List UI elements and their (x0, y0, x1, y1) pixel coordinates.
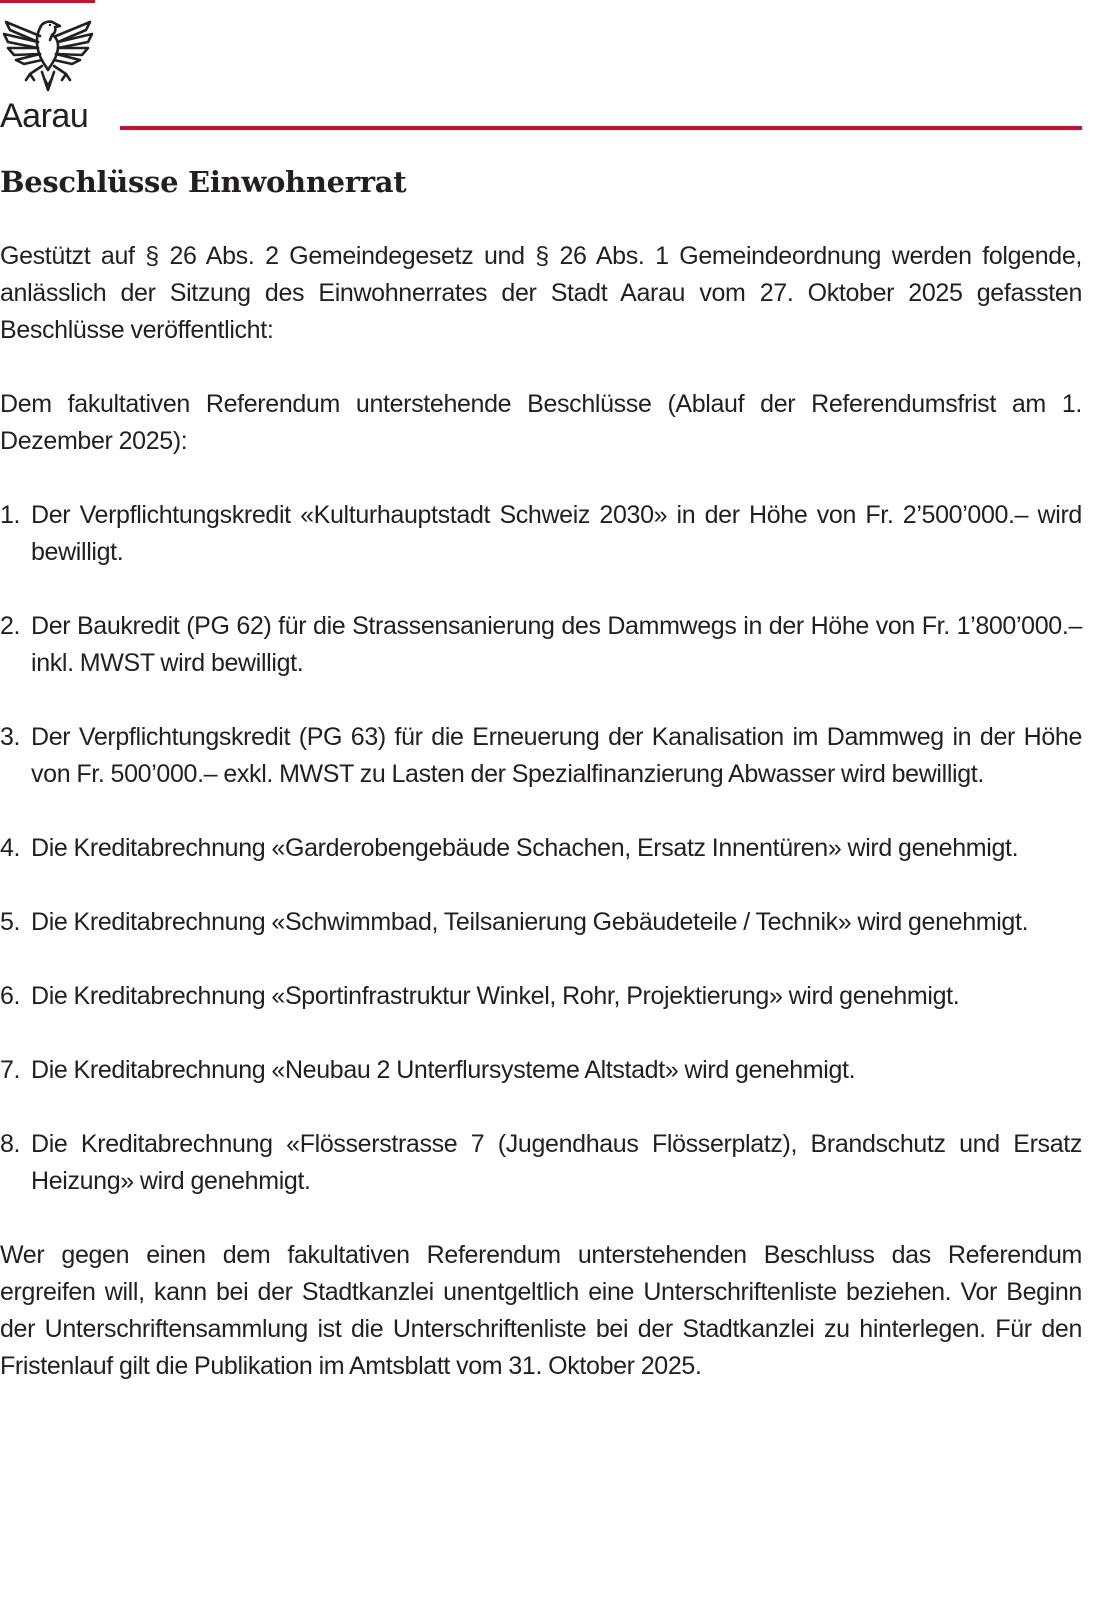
list-item (0, 830, 1082, 867)
referendum-intro-paragraph: Dem fakultativen Referendum unterstehende Beschlüsse (Ablauf der Referendumsfrist am 1. Dezember 2025): (0, 390, 1082, 455)
eagle-coat-of-arms-icon (0, 14, 96, 98)
list-item (0, 1052, 1082, 1089)
list-item-number: 5. (0, 908, 21, 936)
list-item-number: 7. (0, 1056, 21, 1084)
page-title: Beschlüsse Einwohnerrat (0, 165, 407, 199)
aarau-logo (0, 14, 96, 98)
list-item (0, 904, 1082, 941)
list-item-text: Die Kreditabrechnung «Garderobengebäude Schachen, Ersatz Innentüren» wird genehmigt. (31, 834, 1019, 862)
document-body (0, 160, 1082, 1385)
top-accent-rule (0, 0, 95, 3)
list-item-text: Die Kreditabrechnung «Flösserstrasse 7 (Jugendhaus Flösserplatz), Brandschutz und Ersatz Heizung» wird genehmigt. (31, 1130, 1082, 1195)
list-item-number: 4. (0, 834, 21, 862)
list-item-text: Die Kreditabrechnung «Sportinfrastruktur Winkel, Rohr, Projektierung» wird genehmigt. (31, 982, 960, 1010)
list-item (0, 608, 1082, 682)
list-item-number: 2. (0, 612, 21, 640)
list-item (0, 978, 1082, 1015)
list-item-number: 1. (0, 501, 21, 529)
closing-paragraph: Wer gegen einen dem fakultativen Referendum unterstehenden Beschluss das Referendum ergreifen will, kann bei der Stadtkanzlei unentgeltlich eine Unterschriftenliste beziehen. Vor Beginn der Unterschriftensammlung ist die Unterschriftenliste bei der Stadtkanzlei zu hinterlegen. Für den Fristenlauf gilt die Publikation im Amtsblatt vom 31. Oktober 2025. (0, 1241, 1082, 1380)
list-item (0, 1126, 1082, 1200)
resolutions-list (0, 497, 1082, 1200)
list-item-text: Die Kreditabrechnung «Schwimmbad, Teilsanierung Gebäudeteile / Technik» wird genehmigt. (31, 908, 1029, 936)
list-item-text: Die Kreditabrechnung «Neubau 2 Unterflursysteme Altstadt» wird genehmigt. (31, 1056, 856, 1084)
list-item-number: 3. (0, 723, 21, 751)
intro-paragraph: Gestützt auf § 26 Abs. 2 Gemeindegesetz und § 26 Abs. 1 Gemeindeordnung werden folgende, anlässlich der Sitzung des Einwohnerrates der Stadt Aarau vom 27. Oktober 2025 gefassten Beschlüsse veröffentlicht: (0, 242, 1082, 344)
list-item-text: Der Verpflichtungskredit «Kulturhauptstadt Schweiz 2030» in der Höhe von Fr. 2’500’000.– wird bewilligt. (31, 501, 1082, 566)
header-divider (120, 126, 1082, 130)
wordmark: Aarau (0, 97, 89, 135)
list-item-text: Der Baukredit (PG 62) für die Strassensanierung des Dammwegs in der Höhe von Fr. 1’800’000.– inkl. MWST wird bewilligt. (31, 612, 1082, 677)
list-item-number: 6. (0, 982, 21, 1010)
list-item-text: Der Verpflichtungskredit (PG 63) für die Erneuerung der Kanalisation im Dammweg in der Höhe von Fr. 500’000.– exkl. MWST zu Lasten der Spezialfinanzierung Abwasser wird bewilligt. (31, 723, 1082, 788)
list-item (0, 497, 1082, 571)
list-item-number: 8. (0, 1130, 21, 1158)
list-item (0, 719, 1082, 793)
